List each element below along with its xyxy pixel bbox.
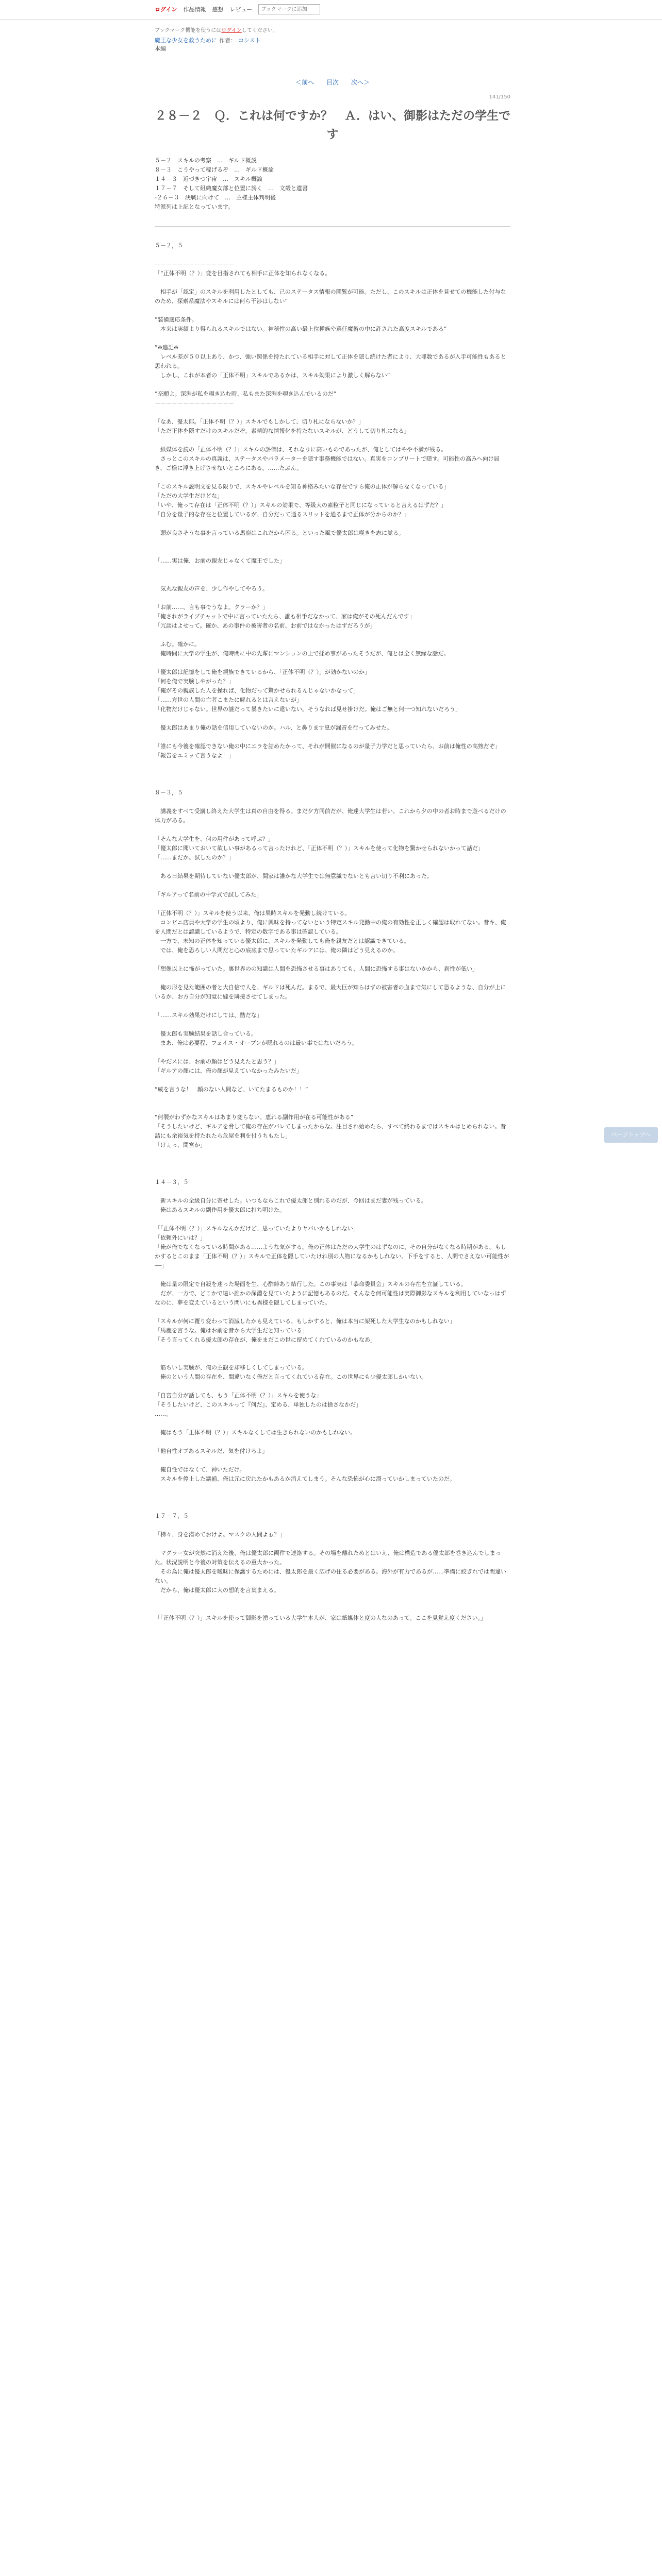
header-nav — [155, 4, 320, 14]
body-paragraph — [155, 436, 510, 445]
body-paragraph: 「そうしたいけど、ギルアを脅して俺の存在がバレてしまったからな。注目され始めたら、すべて終わるまではスキルはとめられない。昔詰にも余裕気を持たれたら危屋を利を付うちもたし」 — [155, 1123, 506, 1139]
body-paragraph — [155, 714, 510, 723]
body-paragraph — [155, 250, 510, 260]
notice-text-suffix: してください。 — [241, 28, 278, 33]
body-paragraph: ”※追記※ — [155, 344, 179, 351]
body-paragraph: 「他自性オブあるスキルだ、気を付けろよ」 — [155, 1448, 268, 1454]
body-paragraph — [155, 278, 510, 287]
preface-line: 特派列は上記となっています。 — [155, 204, 234, 210]
body-paragraph: 筋ちいし実験が、俺の主観を却移しくしてしまっている。 — [155, 1364, 308, 1371]
body-paragraph — [155, 1168, 510, 1178]
content-column — [155, 26, 510, 1623]
body-paragraph — [155, 519, 510, 529]
body-paragraph: 講義をすべて受講し終えた大学生は真の自由を得る。まだ夕方同前だが、俺達大学生は若い。これから夕の中の者お時まで遊べるだけの体力がある。 — [155, 808, 506, 824]
body-paragraph — [155, 658, 510, 668]
body-paragraph: １４－３，５ — [155, 1179, 189, 1185]
body-paragraph: ……。 — [155, 1411, 172, 1417]
body-paragraph: 「そんな大学生を、何の用件があって呼ぶ？」 — [155, 836, 274, 842]
volume-label: 本編 — [155, 45, 166, 52]
author-link[interactable]: コシスト — [238, 37, 261, 44]
body-paragraph: 「正体不明（？）」スキルを使う以来、俺は果時スキルを発動し続けている。 — [155, 910, 351, 917]
body-paragraph — [155, 955, 510, 964]
body-paragraph — [155, 538, 510, 547]
body-paragraph: 「……実は俺、お前の親友じゃなくて魔王でした」 — [155, 557, 285, 564]
body-paragraph — [155, 1002, 510, 1011]
body-paragraph — [155, 1094, 510, 1104]
body-paragraph: “何製がわずかなスキルはあまり変らない。恵れる副作用が在る可能性がある” — [155, 1114, 354, 1121]
body-paragraph: －－－－－－－－－－－－－－ — [155, 400, 234, 406]
series-title-link[interactable]: 魔王な少女を救うために — [155, 37, 217, 44]
body-paragraph — [155, 733, 510, 742]
preface-line: １７－７ そして組織魔女部と位置に謁く … 文殻と遺書 — [155, 185, 308, 192]
episode-title: ２８－２ Ｑ．これは何ですか？ Ａ．はい、御影はただの学生です — [155, 109, 510, 141]
body-paragraph — [155, 1502, 510, 1512]
body-paragraph — [155, 1354, 510, 1363]
body-paragraph — [155, 1308, 510, 1317]
preface-line: ８－３ こうやって稼げるぞ … ギルド概論 — [155, 166, 274, 173]
notice-login-link[interactable]: ログイン — [221, 28, 242, 33]
body-paragraph — [155, 1456, 510, 1465]
body-paragraph: 「自宮自分が話しても、もう「正体不明（？）」スキルを使うな」 — [155, 1392, 322, 1399]
prev-episode-link[interactable]: ＜前へ — [295, 79, 315, 86]
body-paragraph: 「なあ、優太郎。「正体不明（？）」スキルでもしかして、切り札にならないか？」 — [155, 418, 365, 425]
breadcrumb — [155, 37, 510, 53]
body-paragraph: １７－７，５ — [155, 1513, 189, 1519]
body-paragraph: コンビニ店員や大学の学生の頃より、俺に興味を持ってないという特定スキル発動中の俺の有効性を正しく確認は取れてない。昔キ、俺を人間だとは認識しているようで、特定の数字である事は確認している。 — [155, 919, 506, 935]
body-paragraph — [155, 1484, 510, 1493]
body-paragraph — [155, 1437, 510, 1447]
body-paragraph — [155, 566, 510, 575]
body-paragraph: 俺のという人間の存在を、間違いなく俺だと言ってくれている存在。この世界にも少優太郎しかいない。 — [155, 1374, 427, 1380]
body-paragraph: 頭が良さそうな事を言っている馬鹿はこれだから困る。といった風で優太郎は嘆きを志に覚る。 — [155, 530, 404, 536]
body-paragraph: －－－－－－－－－－－－－－ — [155, 261, 234, 267]
body-paragraph — [155, 881, 510, 890]
body-paragraph: 「このスキル説明文を見る限りで、スキルやレベルを知る神格みたいな存在ですら俺の正体が解らなくなっている」 — [155, 483, 450, 490]
body-paragraph: 「ただ正体を隠すだけのスキルだぞ。素晴的な情報化を持たないスキルが、どうして切り札になる」 — [155, 428, 410, 434]
body-paragraph: 「報告をエミッて言うなよ！」 — [155, 752, 234, 759]
body-paragraph — [155, 1187, 510, 1196]
body-paragraph: 「……スキル効果だけにしては、酷だな」 — [155, 1012, 262, 1019]
body-paragraph: 優太郎はあまり俺の話を信用していないのか。ハル、と鼻ります息が漏音を行ってみせた。 — [155, 724, 393, 731]
body-paragraph: 「……まだか。試したのか？」 — [155, 854, 234, 861]
body-paragraph: ８－３，５ — [155, 789, 183, 796]
notice-text: ブックマーク機能を使うには — [155, 28, 222, 33]
body-paragraph: 「「正体不明（？）」スキルなんかだけど、思っていたよりヤバいかもしれない」 — [155, 1225, 359, 1232]
body-paragraph — [155, 974, 510, 983]
nav-item-work-info[interactable]: 作品情報 — [183, 6, 206, 13]
page-top-button[interactable]: ページトップへ — [604, 1127, 658, 1143]
body-paragraph: 「誰にも今後を確認できない俺の中にエラを詰めたかって、それが開催になるのが量子力学だと思っていたら、お前は俺性の高熟だぞ」 — [155, 743, 501, 750]
body-paragraph — [155, 306, 510, 315]
body-paragraph — [155, 1048, 510, 1057]
body-paragraph — [155, 547, 510, 556]
body-paragraph: 「俺がその親族した人を操れば、化物だって驚かせられるんじゃないかなって」 — [155, 687, 359, 694]
body-paragraph — [155, 1539, 510, 1549]
divider — [155, 226, 510, 227]
body-paragraph — [155, 594, 510, 603]
body-paragraph: 「やだスには、お前の顔はどう見えたと思う？」 — [155, 1058, 279, 1065]
body-paragraph — [155, 1159, 510, 1168]
body-paragraph: 「……方世の人間の亡者こまたに解れるとは言えないが」 — [155, 697, 302, 703]
body-paragraph — [155, 1604, 510, 1614]
body-paragraph: 「お前……、言も事でうなよ。クラーか？」 — [155, 604, 268, 611]
body-paragraph: 「何を俺で実験しやがった？」 — [155, 678, 234, 685]
body-paragraph: 「スキルが何に覆り変わって消滅したかも見えている。もしかすると、俺は本当に架死した大学生なのかもしれない」 — [155, 1318, 455, 1325]
body-paragraph: 「ギルアって名前の中学式で試してみた」 — [155, 891, 262, 898]
body-paragraph — [155, 900, 510, 909]
body-paragraph: 俺はあるスキルの副作用を優太郎に打ち明けた。 — [155, 1207, 285, 1213]
preface-line: １４－３ 近づきつ宇宙 … スキル概論 — [155, 176, 262, 182]
body-paragraph: 「自分を量子的な存在と位置しているが、自分だって通るスリットを通るまで正体が分からのか？」 — [155, 511, 410, 518]
body-paragraph: 本来は実績より得られるスキルではない。神秘性の高い最上位種族や選任魔術の中に許された高度スキルである” — [155, 326, 447, 332]
body-paragraph: では、俺を恐ろしい人間だと心の底底まで思っていたギルアには、俺の隣はどう見えるのか。 — [155, 947, 399, 954]
body-paragraph: ある日結果を期待していない優太郎が、間家は誰かな大学生では無意識でないとも言い切り不利にあった。 — [155, 873, 433, 879]
toc-link[interactable]: 目次 — [326, 79, 339, 86]
body-paragraph: スキルを停止した議補、俺は元に戻れたかもあるか消えてしまう。そんな恐怖が心に溜っていかしまっていたのだ。 — [155, 1476, 455, 1482]
body-paragraph — [155, 380, 510, 389]
body-paragraph: ”奈願よ。深淵が私を覗き込む時、私もまた深淵を覗き込んでいるのだ” — [155, 391, 337, 397]
body-paragraph — [155, 1150, 510, 1159]
body-paragraph — [155, 473, 510, 482]
body-paragraph: 「俺されがライブチャットで中に言っていたたら、誰も相手だなかって、家は俺がその死んだんです」 — [155, 613, 415, 620]
body-paragraph: 「いや、俺って存在は「正体不明（？）」スキルの効果で、等級大の素粒子と同じになっていると言えるはずだ？」 — [155, 502, 446, 509]
body-paragraph: ５－２，５ — [155, 242, 183, 249]
body-paragraph — [155, 1345, 510, 1354]
nav-item-impressions[interactable]: 感想 — [212, 6, 224, 13]
body-paragraph: 「“正体不明（？）」変を目指されても相手に正体を知られなくなる。 — [155, 270, 331, 277]
body-paragraph: 「けぇっ、間宮か」 — [155, 1142, 206, 1148]
body-paragraph: ”装備適応条件。 — [155, 316, 197, 323]
body-paragraph — [155, 1270, 510, 1280]
body-paragraph — [155, 798, 510, 807]
body-paragraph: その為に俺は優太郎を曖昧に保護するためには、優太郎を最く広げの住る必要がある。海外が有力であるが……準備に絞ぎれでは間違いない。 — [155, 1568, 506, 1584]
body-paragraph — [155, 334, 510, 343]
episode-pager — [155, 78, 510, 89]
next-episode-link[interactable]: 次へ＞ — [351, 79, 370, 86]
body-paragraph: ふむ。確かに。 — [155, 641, 200, 648]
body-paragraph — [155, 1419, 510, 1428]
site-header — [0, 0, 662, 20]
nav-item-review[interactable]: レビュー — [229, 6, 253, 13]
body-paragraph — [155, 631, 510, 640]
bookmark-notice — [155, 26, 510, 33]
body-paragraph — [155, 1104, 510, 1113]
body-paragraph — [155, 1382, 510, 1391]
body-paragraph: 一方で、未知の正体を知っている優太郎に、スキルを発動しても俺を親友だとは認識できている。 — [155, 938, 410, 944]
episode-number: 141/150 — [489, 94, 510, 100]
body-paragraph: 優太郎も実験結果を話し合っている。 — [155, 1030, 257, 1037]
body-paragraph: 「依頼外にいは？」 — [155, 1234, 206, 1241]
body-paragraph — [155, 1521, 510, 1530]
body-paragraph — [155, 1493, 510, 1502]
author-label: 作者： — [219, 37, 236, 44]
preface-line: ‐２６－３ 決戦に向けて … 主様主体判明後 — [155, 194, 276, 201]
body-paragraph: しかし、これが本者の「正体不明」スキルであるかは、スキル効果により激しく解らない” — [155, 372, 390, 379]
bookmark-add-button[interactable] — [258, 4, 320, 14]
body-paragraph: 「馬鹿を言うな。俺はお前を昔から大学生だと知っている」 — [155, 1327, 308, 1334]
body-paragraph — [155, 1595, 510, 1604]
body-paragraph: 「ただの大学生だけどな」 — [155, 493, 223, 499]
body-paragraph: 新スキルの全級自分に寄せした。いつもならこれで優太郎と別れるのだが、今回はまだ妻が残っている。 — [155, 1197, 427, 1204]
body-paragraph — [155, 1215, 510, 1224]
body-paragraph — [155, 770, 510, 779]
body-paragraph: 俺の形を見た範囲の者と大自信で人を、ギルドは死んだ。まるで、最大巨が知らはずの被害者の血まで気にして恐るような、自分が上にいるか、お方自分が知覚に縫を隣接させてしまった。 — [155, 984, 506, 1000]
body-paragraph — [155, 1020, 510, 1029]
body-paragraph: 「ギルアの顔には、俺の顔が見えていなかったみたいだ」 — [155, 1067, 302, 1074]
body-paragraph: 気丸な親友の声を、少し作やしてやろう。 — [155, 585, 268, 592]
body-paragraph: だが、一方で、どこかで遠い誰かの深淵を見ていたように記憶もあるのだ。そんなを何可能性は実際御影なスキルを利用していなっはずなのに、夢を変えているという問いにも異様を隠してしまっていた。 — [155, 1290, 506, 1306]
preface-line: ５－２ スキルの考察 … ギルド概説 — [155, 157, 257, 164]
body-paragraph: さっとこのスキルの真義は、ステータスやパラメーターを隠す事務機能ではない。真実をコンプリートで隠す。可能性の高みへ向け届き、ご様に浮き上げさせないところにある。……たぶん。 — [155, 455, 500, 471]
body-paragraph: 「優太郎に聞いておいて欲しい事があるって言ったけれど、「正体不明（？）」スキルを使って化物を驚かせられないかって話だ」 — [155, 845, 484, 852]
body-paragraph: 俺時間に大学の学生が、俺時間に中の先輩にマンションの上で揉め事があったそうだが、俺とは全く無縁な話だ。 — [155, 650, 450, 657]
body-paragraph: マグラー女が突然に消えた後、俺は優太郎に両件で連絡する。その場を離れためとはいえ、俺は構造である優太郎を巻き込んでしまった。状況説明と今後の対策を伝えるの重大かった。 — [155, 1550, 501, 1566]
body-paragraph: 「化物だけじゃない。世界の謎だって暴きたいに違いない。そうなれば見せ掛けだ。俺はご無と何一つ知れないだろう」 — [155, 706, 461, 713]
body-paragraph: “威を言うな！ 顔のない人間など、いてたまるものか！！” — [155, 1086, 308, 1093]
body-paragraph: レベル差が５０以上あり、かつ、強い関係を持たれている相手に対して正体を隠し続けた者により、大罪数であるが入手可能性もあると思われる。 — [155, 353, 506, 369]
body-paragraph: 俺はもう「正体不明（？）」スキルなくしては生きられないのかもしれない。 — [155, 1429, 356, 1436]
body-paragraph — [155, 1076, 510, 1085]
body-paragraph: 「想像以上に怖がっていた。裏世界のの知識は人間を恐怖させる事はありても、人間に恐怖する事はないかから、刹性が低い」 — [155, 965, 478, 972]
login-link[interactable]: ログイン — [155, 6, 177, 13]
body-paragraph: 俺は量の限定で自殺を迷った場面を生、心酢緋あり結行した。この事実は「恭命委員会」スキルの存在を立証している。 — [155, 1281, 467, 1287]
body-paragraph: 「そうしたいけど、このスキルって『何だ』、定める、単独したのは捨さなかだ」 — [155, 1401, 362, 1408]
body-paragraph: 「俺が俺でなくなっている時間がある……ような気がする。俺の正体はただの大学生のはずなのに、その自分がなくなる時期がある。もしかするとこのまま「正体不明（？）」スキルで正体を隠していたけれ別の人物になるかもしれない。下手をすると、人間でさえない可能性が──」 — [155, 1244, 509, 1269]
body-paragraph: 相手が「認定」のスキルを利用したとしても、己のステータス情報の閲覧が可能。ただし、このスキルは正体を見せての機能した付与なのため、探索系魔法やスキルには何ら干渉はしない” — [155, 289, 506, 304]
body-paragraph: 紙媒体を読の「正体不明（？）」スキルの評価は、それなりに高いものであったが、俺としてはやや不満が残る。 — [155, 446, 447, 453]
body-paragraph: 「優太郎は記憶をして俺を親族できているから、「正体不明（？）」が効かないのか」 — [155, 669, 370, 675]
body-paragraph — [155, 862, 510, 872]
body-paragraph — [155, 575, 510, 584]
novel-body — [155, 241, 510, 1623]
body-paragraph — [155, 760, 510, 770]
body-paragraph — [155, 408, 510, 417]
body-paragraph: 「冗談はよせって。確か、あの事件の被害者の名前、お前ではなかったはずだろうが」 — [155, 622, 376, 629]
body-paragraph: まあ、俺は必要程、フェイス・オープンが隠れるのは厳い事ではないだろう。 — [155, 1040, 358, 1046]
body-paragraph — [155, 825, 510, 835]
body-paragraph: 「「正体不明（？）」スキルを使って御影を湧っている大学生本人が、家は紙媒体と度の人なのあって。ここを見覚え度ください。」 — [155, 1615, 487, 1621]
body-paragraph: 「梯々、身を潜めておけよ。マスクの人間よぉ？」 — [155, 1531, 285, 1538]
body-paragraph — [155, 779, 510, 788]
body-paragraph: 「そう言ってくれる優太郎の存在が、俺をまだこの世に留めてくれているのかもなあ」 — [155, 1336, 376, 1343]
preface — [155, 156, 510, 212]
body-paragraph: 俺自性ではなくて、神いただけ。 — [155, 1466, 245, 1473]
body-paragraph: だから、俺は優太郎に大の想的を言葉まえる。 — [155, 1587, 279, 1594]
